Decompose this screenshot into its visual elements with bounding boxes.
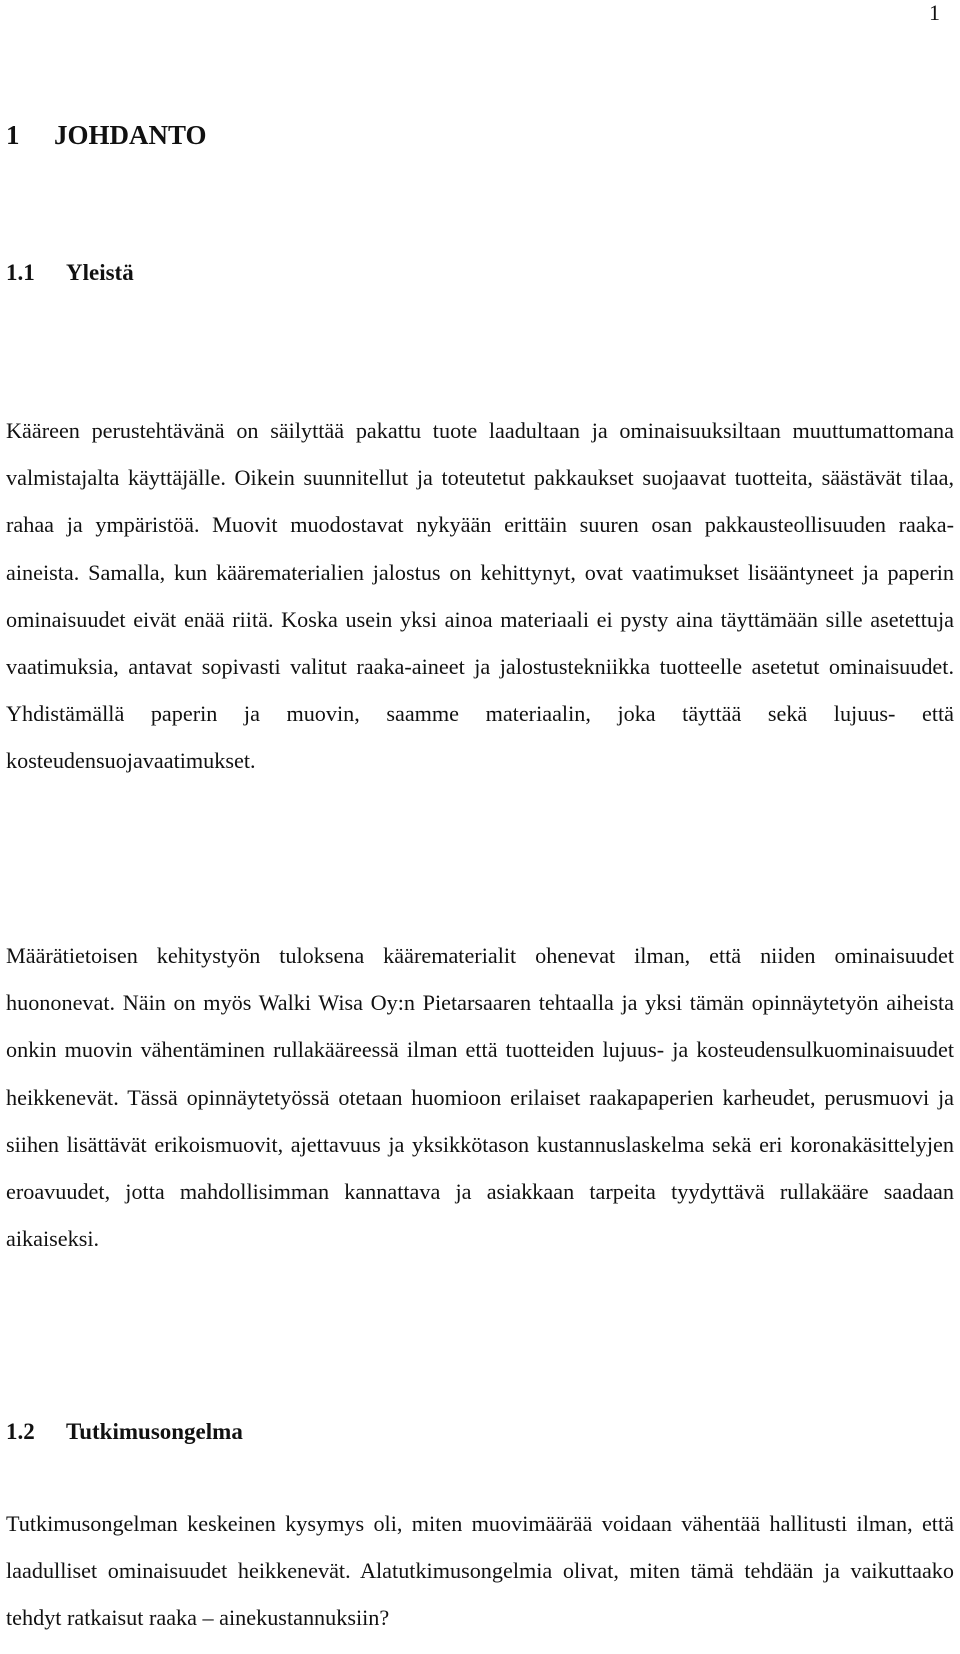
section-heading-tutkimusongelma [6,1418,243,1446]
body-paragraph: Määrätietoisen kehitystyön tuloksena käärematerialit ohenevat ilman, että niiden ominaisuudet huononevat. Näin on myös Walki Wisa Oy:n Pietarsaaren tehtaalla ja yksi tämän opinnäytetyön aiheista onkin muovin vähentäminen rullakääreessä ilman että tuotteiden lujuus- ja kosteudensulkuominaisuudet heikkenevät. Tässä opinnäytetyössä otetaan huomioon erilaiset raakapaperien karheudet, perusmuovi ja siihen lisättävät erikoismuovit, ajettavuus ja yksikkötason kustannuslaskelma sekä eri koronakäsittelyjen eroavuudet, jotta mahdollisimman kannattava ja asiakkaan tarpeita tyydyttävä rullakääre saadaan aikaiseksi. [6,943,954,1252]
section-title: Yleistä [66,260,134,285]
section-number: 1.1 [6,260,35,285]
section-heading-yleista [6,259,134,287]
section-number: 1.2 [6,1419,35,1444]
body-paragraph: Kääreen perustehtävänä on säilyttää pakattu tuote laadultaan ja ominaisuuksiltaan muuttumattomana valmistajalta käyttäjälle. Oikein suunnitellut ja toteutetut pakkaukset suojaavat tuotteita, säästävät tilaa, rahaa ja ympäristöä. Muovit muodostavat nykyään erittäin suuren osan pakkausteollisuuden raaka-aineista. Samalla, kun käärematerialien jalostus on kehittynyt, ovat vaatimukset lisääntyneet ja paperin ominaisuudet eivät enää riitä. Koska usein yksi ainoa materiaali ei pysty aina täyttämään sille asetettuja vaatimuksia, antavat sopivasti valitut raaka-aineet ja jalostustekniikka tuotteelle asetetut ominaisuudet. Yhdistämällä paperin ja muovin, saamme materiaalin, joka täyttää sekä lujuus- että kosteudensuojavaatimukset. [6,418,954,774]
body-paragraph: Tutkimusongelman keskeinen kysymys oli, miten muovimäärää voidaan vähentää hallitusti ilman, että laadulliset ominaisuudet heikkenevät. Alatutkimusongelmia olivat, miten tämä tehdään ja vaikuttaako tehdyt ratkaisut raaka – ainekustannuksiin? [6,1511,954,1631]
chapter-heading [6,120,207,150]
chapter-title: JOHDANTO [54,120,207,150]
section-title: Tutkimusongelma [66,1419,243,1444]
page-number: 1 [929,0,940,25]
chapter-number: 1 [6,120,20,150]
